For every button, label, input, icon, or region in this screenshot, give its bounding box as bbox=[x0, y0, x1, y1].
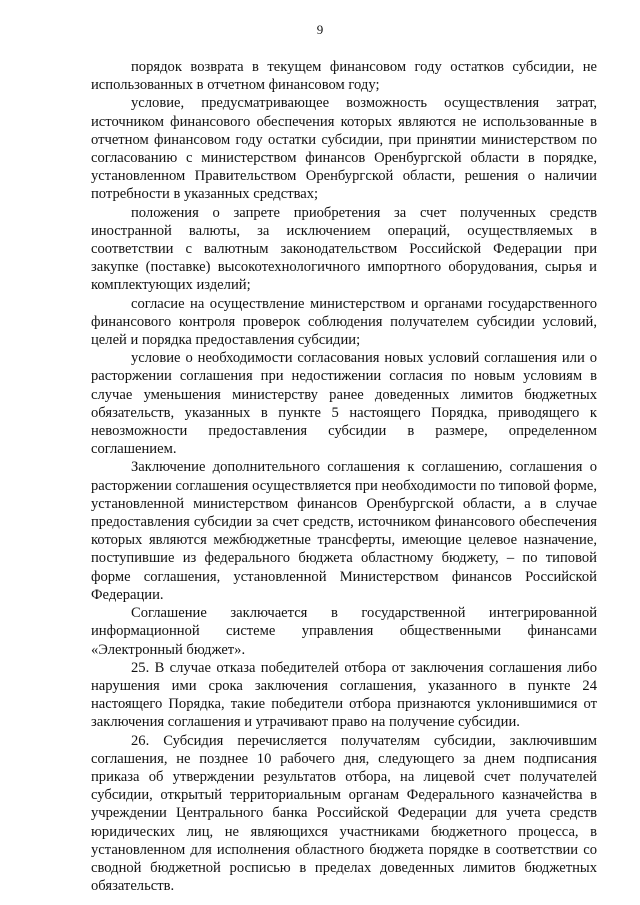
paragraph-additional-agreement: Заключение дополнительного соглашения к соглашению, соглашения о расторжении соглашения осуществляется при необходимости по типовой форме, установленной министерством финансов Оренбургской области, а в случае предоставления субсидии за счет средств, источником финансового обеспечения которых являются межбюджетные трансферты, имеющие целевое назначение, поступившие из федерального бюджета областному бюджету, – по типовой форме соглашения, установленной Министерством финансов Российской Федерации. bbox=[91, 459, 597, 603]
page-number: 9 bbox=[316, 22, 324, 37]
paragraph-new-terms-condition: условие о необходимости согласования новых условий соглашения или о расторжении соглашения при недостижении согласия по новым условиям в случае уменьшения министерству ранее доведенных лимитов бюджетных обязательств, указанных в пункте 5 настоящего Порядка, приводящего к невозможности предоставления субсидии в размере, определенном соглашением. bbox=[91, 350, 597, 458]
paragraph-electronic-budget: Соглашение заключается в государственной интегрированной информационной системе управления общественными финансами «Электронный бюджет». bbox=[91, 605, 597, 658]
paragraph-refund-order: порядок возврата в текущем финансовом году остатков субсидии, не использованных в отчетном финансовом году; bbox=[91, 59, 597, 94]
paragraph-currency-prohibition: положения о запрете приобретения за счет полученных средств иностранной валюты, за исключением операций, осуществляемых в соответствии с валютным законодательством Российской Федерации при закупке (поставке) высокотехнологичного импортного оборудования, сырья и комплектующих изделий; bbox=[91, 204, 597, 294]
paragraph-item-25: 25. В случае отказа победителей отбора от заключения соглашения либо нарушения ими срока заключения соглашения, указанного в пункте 24 настоящего Порядка, такие победители отбора признаются уклонившимися от заключения соглашения и утрачивают право на получение субсидии. bbox=[91, 659, 597, 731]
paragraph-item-26: 26. Субсидия перечисляется получателям субсидии, заключившим соглашения, не позднее 10 рабочего дня, следующего за днем подписания приказа об утверждении результатов отбора, на лицевой счет получателей субсидии, открытый территориальным органам Федерального казначейства в учреждении Центрального банка Российской Федерации для учета средств юридических лиц, не являющихся участниками бюджетного процесса, в установленном для исполнения областного бюджета порядке в соответствии со сводной бюджетной росписью в пределах доведенных лимитов бюджетных обязательств. bbox=[91, 732, 597, 895]
paragraph-unused-balance-condition: условие, предусматривающее возможность осуществления затрат, источником финансового обеспечения которых являются не использованные в отчетном финансовом году остатки субсидии, при принятии министерством по согласованию с министерством финансов Оренбургской области в порядке, установленном Правительством Оренбургской области, решения о наличии потребности в указанных средствах; bbox=[91, 95, 597, 203]
body-text bbox=[91, 58, 597, 895]
paragraph-audit-consent: согласие на осуществление министерством и органами государственного финансового контроля проверок соблюдения получателем субсидии условий, целей и порядка предоставления субсидии; bbox=[91, 295, 597, 349]
